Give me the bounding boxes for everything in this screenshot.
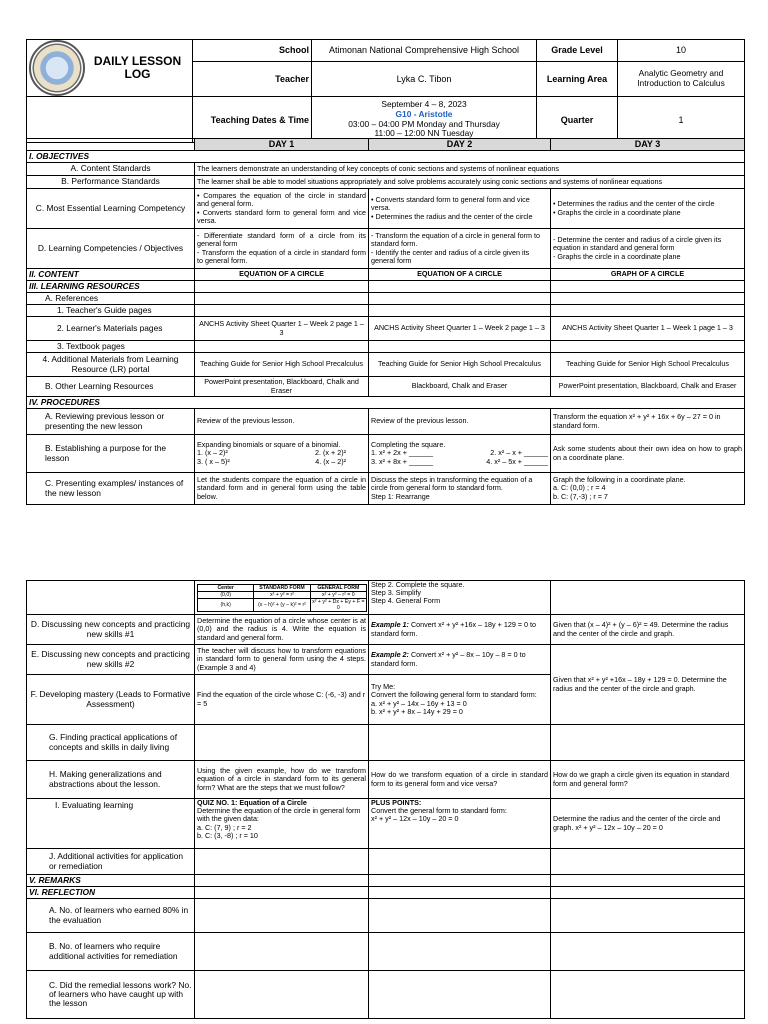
quiz-text: Determine the equation of the circle in general form with the given data: — [197, 806, 361, 824]
teacher-label: Teacher — [193, 61, 312, 96]
b-title: Expanding binomials or square of a binomial. — [197, 440, 341, 450]
mini-cell: x² + y² + Dx + Ey + F = 0 — [310, 599, 366, 612]
step: Step 2. Complete the square. — [371, 580, 465, 589]
mini-cell: (h,k) — [198, 599, 254, 612]
c-item: a. C: (0,0) ; r = 4 — [553, 483, 606, 493]
other-day1: PowerPoint presentation, Blackboard, Chalk and Eraser — [195, 377, 369, 397]
try-me-item: a. x² + y² – 14x – 16y + 13 = 0 — [371, 698, 467, 708]
i-day3: Determine the radius and the center of the circle and graph. x² + y² – 12x – 10y – 20 = 0 — [551, 799, 745, 849]
e-day2 — [369, 645, 551, 675]
plus-points-text: Convert the general form to standard form: — [371, 806, 507, 816]
lc-item: - Graphs the circle in a coordinate plane — [553, 251, 681, 261]
dates-label: Teaching Dates & Time — [193, 97, 312, 143]
a-day2: Review of the previous lesson. — [369, 409, 551, 435]
row-label: B. Other Learning Resources — [27, 377, 195, 397]
f-day2 — [369, 675, 551, 725]
blank-cell — [27, 139, 195, 151]
other-day3: PowerPoint presentation, Blackboard, Chalk and Eraser — [551, 377, 745, 397]
b-item: 2. x² – x + ______ — [490, 448, 548, 458]
comparison-table-cell — [195, 581, 369, 615]
f-day1: Find the equation of the circle whose C: (-6, -3) and r = 5 — [195, 675, 369, 725]
b-item: 1. (x – 2)² — [197, 448, 228, 458]
section-name: G10 - Aristotle — [395, 108, 453, 119]
ef-day3: Given that x² + y² +16x – 18y + 129 = 0. Determine the radius and the center of the circle and graph. — [551, 645, 745, 725]
melc-item: • Determines the radius and the center of the circle — [371, 211, 533, 221]
c-day3 — [551, 473, 745, 505]
other-day2: Blackboard, Chalk and Eraser — [369, 377, 551, 397]
mini-cell: x² + y² – r² = 0 — [310, 592, 366, 599]
plus-points-title: PLUS POINTS: — [371, 798, 422, 807]
row-label: C. Presenting examples/ instances of the new lesson — [27, 473, 195, 505]
b-day1 — [195, 435, 369, 473]
day-header: DAY 2 — [369, 139, 551, 151]
mini-cell: x² + y² = r² — [254, 592, 310, 599]
section-remarks: V. REMARKS — [27, 875, 195, 887]
quiz-item: b. C: (3, -8) ; r = 10 — [197, 830, 258, 840]
lc-item: - Transform the equation of a circle in standard form to general form. — [197, 247, 366, 265]
quiz-title: QUIZ NO. 1: Equation of a Circle — [197, 798, 307, 807]
lc-item: - Identify the center and radius of a circle given its general form — [371, 247, 530, 265]
row-label: A. References — [27, 293, 195, 305]
lc-item: - Transform the equation of a circle in general form to standard form. — [371, 231, 540, 249]
logo-spacer — [27, 97, 193, 143]
b-day3: Ask some students about their own idea on how to graph on a coordinate plane. — [551, 435, 745, 473]
time-line: 03:00 – 04:00 PM Monday and Thursday — [348, 118, 500, 129]
mini-cell: (0,0) — [198, 592, 254, 599]
d-day3: Given that (x – 4)² + (y – 6)² = 49. Determine the radius and the center of the circle and graph. — [551, 615, 745, 645]
example-text: Convert x² + y² – 8x – 10y – 8 = 0 to standard form. — [371, 650, 526, 668]
area-label: Learning Area — [537, 61, 618, 96]
row-label: B. Establishing a purpose for the lesson — [27, 435, 195, 473]
b-day2 — [369, 435, 551, 473]
c-step: Step 1: Rearrange — [371, 491, 430, 501]
dates-value — [312, 97, 537, 143]
melc-item: • Determines the radius and the center of the circle — [553, 199, 715, 209]
doc-title: DAILY LESSON LOG — [93, 54, 182, 81]
quiz-item: a. C: (7, 9) ; r = 2 — [197, 822, 252, 832]
a-day3: Transform the equation x² + y² + 16x + 6y – 27 = 0 in standard form. — [551, 409, 745, 435]
row-label: H. Making generalizations and abstractions about the lesson. — [27, 761, 195, 799]
section-reflection: VI. REFLECTION — [27, 887, 195, 899]
quarter-value: 1 — [618, 97, 745, 143]
step: Step 4. General Form — [371, 596, 441, 606]
melc-day2 — [369, 189, 551, 229]
try-me: Try Me: — [371, 682, 396, 692]
i-day2 — [369, 799, 551, 849]
row-label: D. Learning Competencies / Objectives — [27, 229, 195, 269]
grade-label: Grade Level — [537, 40, 618, 62]
row-label: C. Most Essential Learning Competency — [27, 189, 195, 229]
section-procedures: IV. PROCEDURES — [27, 397, 745, 409]
row-label: F. Developing mastery (Leads to Formative Assessment) — [27, 675, 195, 725]
row-label: A. No. of learners who earned 80% in the evaluation — [27, 899, 195, 933]
plus-points-item: x² + y² – 12x – 10y – 20 = 0 — [371, 814, 459, 824]
area-value: Analytic Geometry and Introduction to Calculus — [618, 61, 745, 96]
lc-day1 — [195, 229, 369, 269]
c-day1: Let the students compare the equation of a circle in standard form and in general form using the table below. — [195, 473, 369, 505]
b-title: Completing the square. — [371, 440, 446, 450]
example-text: Convert x² + y² +16x – 18y + 129 = 0 to standard form. — [371, 620, 537, 638]
row-label: 4. Additional Materials from Learning Resource (LR) portal — [27, 353, 195, 377]
lc-day3 — [551, 229, 745, 269]
mini-header: STANDARD FORM — [254, 585, 310, 592]
row-label: 2. Learner's Materials pages — [27, 317, 195, 341]
e-day1: The teacher will discuss how to transform equations in standard form to general form using the 4 steps. (Example 3 and 4) — [195, 645, 369, 675]
lesson-table-continued — [26, 580, 745, 1019]
mini-cell: (x – h)² + (y – k)² = r² — [254, 599, 310, 612]
dates-line: September 4 – 8, 2023 — [381, 98, 467, 109]
melc-item: • Converts standard form to general form and vice versa. — [197, 207, 366, 225]
performance-standards: The learner shall be able to model situations appropriately and solve problems accurately using conic sections and systems of nonlinear equations — [195, 176, 745, 189]
melc-day1 — [195, 189, 369, 229]
lc-item: - Determine the center and radius of a circle given its equation in standard and general form — [553, 235, 722, 253]
am-day3: Teaching Guide for Senior High School Precalculus — [551, 353, 745, 377]
mini-header: GENERAL FORM — [310, 585, 366, 592]
logo-title-cell — [27, 40, 193, 97]
time-line: 11:00 – 12:00 NN Tuesday — [374, 128, 474, 139]
header-table — [26, 39, 745, 143]
lm-day3: ANCHS Activity Sheet Quarter 1 – Week 1 page 1 – 3 — [551, 317, 745, 341]
section-objectives: I. OBJECTIVES — [27, 151, 745, 163]
melc-item: • Converts standard form to general form and vice versa. — [371, 195, 530, 213]
d-day2 — [369, 615, 551, 645]
content-day2: EQUATION OF A CIRCLE — [369, 269, 551, 281]
row-label: I. Evaluating learning — [27, 799, 195, 849]
row-label: C. Did the remedial lessons work? No. of learners who have caught up with the lesson — [27, 971, 195, 1019]
content-day3: GRAPH OF A CIRCLE — [551, 269, 745, 281]
row-label: G. Finding practical applications of concepts and skills in daily living — [27, 725, 195, 761]
mini-header: Center — [198, 585, 254, 592]
lc-day2 — [369, 229, 551, 269]
section-resources: III. LEARNING RESOURCES — [27, 281, 195, 293]
d-day1: Determine the equation of a circle whose center is at (0,0) and the radius is 4. Write the equation is standard and general form. — [195, 615, 369, 645]
example-label: Example 2: — [371, 650, 409, 660]
row-label: D. Discussing new concepts and practicing new skills #1 — [27, 615, 195, 645]
row-label: B. Performance Standards — [27, 176, 195, 189]
step: Step 3. Simplify — [371, 588, 421, 598]
am-day2: Teaching Guide for Senior High School Precalculus — [369, 353, 551, 377]
school-label: School — [193, 40, 312, 62]
row-label: A. Content Standards — [27, 163, 195, 176]
h-day3: How do we graph a circle given its equation in standard form and general form? — [551, 761, 745, 799]
lc-item: - Differentiate standard form of a circle from its general form — [197, 231, 366, 249]
deped-seal-logo — [29, 40, 85, 96]
comparison-table — [197, 584, 367, 612]
grade-value: 10 — [618, 40, 745, 62]
section-content: II. CONTENT — [27, 269, 195, 281]
row-label: 3. Textbook pages — [27, 341, 195, 353]
b-item: 4. x² – 5x + ______ — [486, 456, 548, 466]
b-item: 3. ( x – 5)² — [197, 456, 230, 466]
c-text: Graph the following in a coordinate plane. — [553, 475, 686, 485]
try-me-item: b. x² + y² + 8x – 14y + 29 = 0 — [371, 706, 463, 716]
b-item: 2. (x + 2)² — [315, 448, 346, 458]
school-value: Atimonan National Comprehensive High School — [312, 40, 537, 62]
row-label: J. Additional activities for application or remediation — [27, 849, 195, 875]
row-label: A. Reviewing previous lesson or presenting the new lesson — [27, 409, 195, 435]
c-text: Discuss the steps in transforming the equation of a circle from general form to standard form. — [371, 475, 533, 493]
c-item: b. C: (7,-3) ; r = 7 — [553, 491, 608, 501]
day-header: DAY 1 — [195, 139, 369, 151]
steps-cell — [369, 581, 551, 615]
am-day1: Teaching Guide for Senior High School Precalculus — [195, 353, 369, 377]
melc-item: • Graphs the circle in a coordinate plane — [553, 207, 681, 217]
i-day1 — [195, 799, 369, 849]
b-item: 3. x² + 8x + ______ — [371, 456, 433, 466]
lm-day2: ANCHS Activity Sheet Quarter 1 – Week 2 page 1 – 3 — [369, 317, 551, 341]
content-day1: EQUATION OF A CIRCLE — [195, 269, 369, 281]
row-label: 1. Teacher's Guide pages — [27, 305, 195, 317]
h-day2: How do we transform equation of a circle in standard form to its general form and vice versa? — [369, 761, 551, 799]
row-label: B. No. of learners who require additional activities for remediation — [27, 933, 195, 971]
try-me-text: Convert the following general form to standard form: — [371, 690, 537, 700]
h-day1: Using the given example, how do we transform equation of a circle in standard form to its general form? What are the steps that we must follow? — [195, 761, 369, 799]
lesson-table — [26, 138, 745, 505]
lm-day1: ANCHS Activity Sheet Quarter 1 – Week 2 page 1 – 3 — [195, 317, 369, 341]
example-label: Example 1: — [371, 620, 409, 630]
teacher-value: Lyka C. Tibon — [312, 61, 537, 96]
blank-cell — [27, 581, 195, 615]
b-item: 1. x² + 2x + ______ — [371, 448, 433, 458]
b-item: 4. (x – 2)² — [315, 456, 346, 466]
melc-item: • Compares the equation of the circle in standard and general form. — [197, 191, 366, 209]
melc-day3 — [551, 189, 745, 229]
content-standards: The learners demonstrate an understanding of key concepts of conic sections and systems of nonlinear equations — [195, 163, 745, 176]
quarter-label: Quarter — [537, 97, 618, 143]
day-header: DAY 3 — [551, 139, 745, 151]
c-day2 — [369, 473, 551, 505]
a-day1: Review of the previous lesson. — [195, 409, 369, 435]
row-label: E. Discussing new concepts and practicing new skills #2 — [27, 645, 195, 675]
